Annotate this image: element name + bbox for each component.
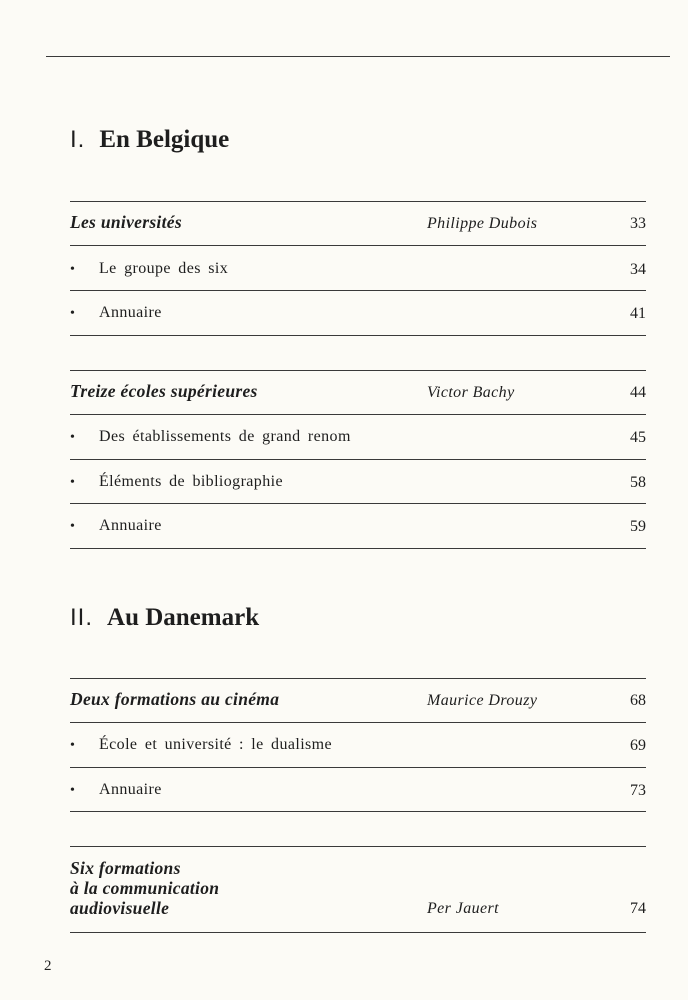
toc-entry-six-formations[interactable] bbox=[70, 858, 646, 918]
item-page: 45 bbox=[630, 429, 646, 446]
section-number: I. bbox=[70, 126, 86, 153]
section-heading-danemark bbox=[70, 604, 259, 632]
divider bbox=[70, 459, 646, 460]
entry-author: Maurice Drouzy bbox=[427, 692, 538, 709]
item-label: Annuaire bbox=[99, 781, 162, 798]
item-page: 73 bbox=[630, 782, 646, 799]
item-label: Des établissements de grand renom bbox=[99, 428, 351, 445]
entry-page: 74 bbox=[630, 900, 646, 917]
divider bbox=[70, 245, 646, 246]
entry-title-line: Six formations bbox=[70, 858, 181, 878]
section-title: Au Danemark bbox=[107, 604, 260, 631]
divider bbox=[70, 335, 646, 336]
toc-item[interactable] bbox=[70, 735, 646, 755]
entry-page: 33 bbox=[630, 215, 646, 232]
entry-page: 68 bbox=[630, 692, 646, 709]
bullet-icon: • bbox=[70, 262, 75, 277]
divider bbox=[70, 722, 646, 723]
section-number: II. bbox=[70, 604, 94, 631]
item-label: Le groupe des six bbox=[99, 260, 229, 277]
section-heading-belgique bbox=[70, 126, 229, 154]
bullet-icon: • bbox=[70, 738, 75, 753]
item-page: 34 bbox=[630, 261, 646, 278]
bullet-icon: • bbox=[70, 783, 75, 798]
divider bbox=[70, 846, 646, 847]
item-page: 59 bbox=[630, 518, 646, 535]
entry-page: 44 bbox=[630, 384, 646, 401]
divider bbox=[70, 290, 646, 291]
entry-title: Treize écoles supérieures bbox=[70, 381, 258, 401]
toc-item[interactable] bbox=[70, 427, 646, 447]
divider bbox=[70, 414, 646, 415]
toc-item[interactable] bbox=[70, 303, 646, 323]
divider bbox=[70, 678, 646, 679]
bullet-icon: • bbox=[70, 306, 75, 321]
toc-item[interactable] bbox=[70, 259, 646, 279]
toc-entry-les-universites[interactable] bbox=[70, 213, 646, 233]
item-page: 69 bbox=[630, 737, 646, 754]
entry-title: Deux formations au cinéma bbox=[70, 689, 280, 709]
divider bbox=[70, 548, 646, 549]
entry-author: Victor Bachy bbox=[427, 384, 515, 401]
item-page: 58 bbox=[630, 474, 646, 491]
item-label: Annuaire bbox=[99, 304, 162, 321]
bullet-icon: • bbox=[70, 430, 75, 445]
entry-title-line: à la communication bbox=[70, 878, 220, 898]
toc-item[interactable] bbox=[70, 516, 646, 536]
divider bbox=[70, 932, 646, 933]
toc-entry-treize-ecoles[interactable] bbox=[70, 382, 646, 402]
top-rule bbox=[46, 56, 670, 57]
item-label: Annuaire bbox=[99, 517, 162, 534]
divider bbox=[70, 201, 646, 202]
divider bbox=[70, 811, 646, 812]
bullet-icon: • bbox=[70, 475, 75, 490]
toc-entry-deux-formations[interactable] bbox=[70, 690, 646, 710]
page-number: 2 bbox=[44, 958, 52, 974]
item-label: École et université : le dualisme bbox=[99, 736, 333, 753]
entry-author: Philippe Dubois bbox=[427, 215, 538, 232]
section-title: En Belgique bbox=[99, 126, 230, 153]
item-page: 41 bbox=[630, 305, 646, 322]
toc-item[interactable] bbox=[70, 472, 646, 492]
item-label: Éléments de bibliographie bbox=[99, 473, 283, 490]
bullet-icon: • bbox=[70, 519, 75, 534]
divider bbox=[70, 767, 646, 768]
entry-title-line: audiovisuelle bbox=[70, 898, 170, 918]
entry-author: Per Jauert bbox=[427, 900, 499, 917]
divider bbox=[70, 503, 646, 504]
entry-title: Les universités bbox=[70, 212, 182, 232]
divider bbox=[70, 370, 646, 371]
toc-item[interactable] bbox=[70, 780, 646, 800]
